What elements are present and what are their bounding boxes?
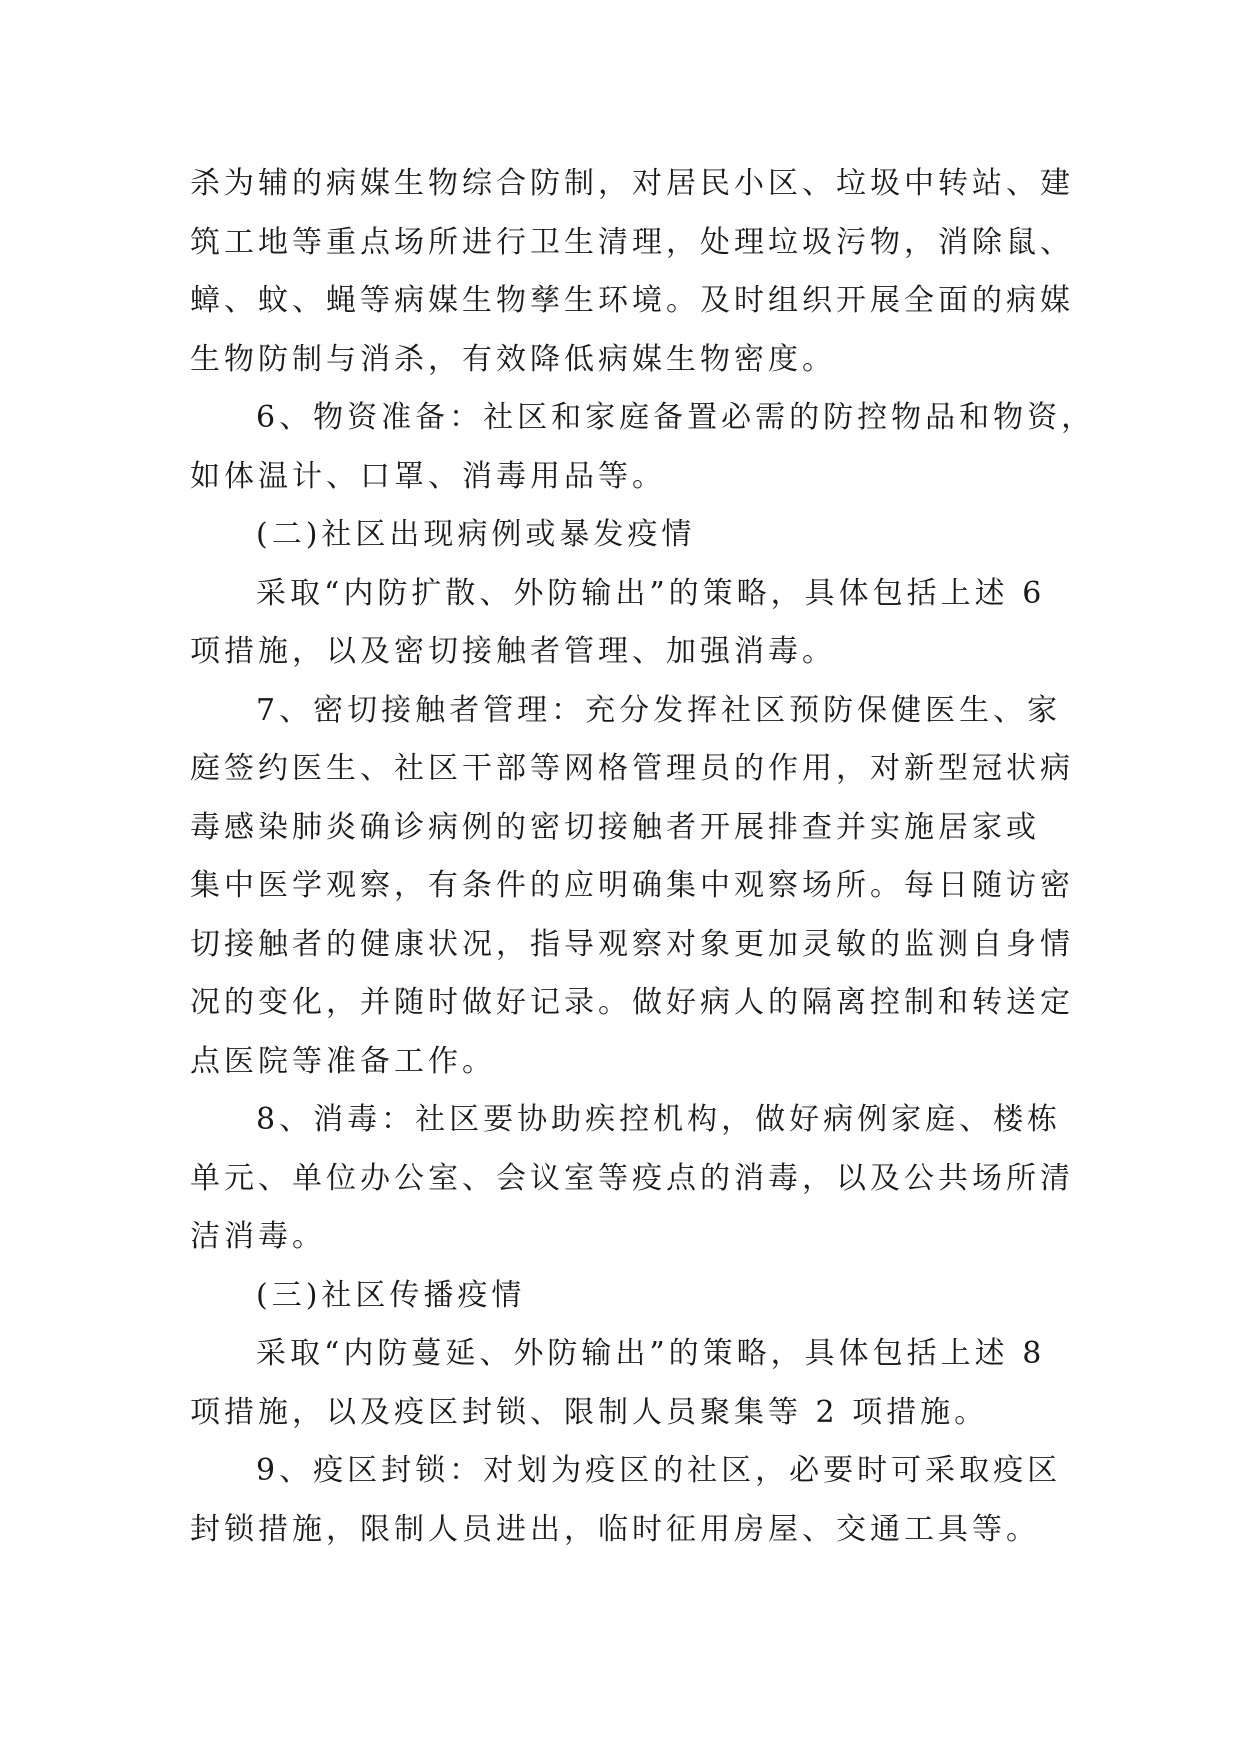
text-line: 切接触者的健康状况，指导观察对象更加灵敏的监测自身情 — [190, 926, 1074, 962]
text-line: 7、密切接触者管理：充分发挥社区预防保健医生、家 — [256, 692, 1062, 728]
text-line: 9、疫区封锁：对划为疫区的社区，必要时可采取疫区 — [256, 1453, 1062, 1488]
text-line: 项措施，以及密切接触者管理、加强消毒。 — [190, 634, 836, 669]
text-line: (二)社区出现病例或暴发疫情 — [256, 517, 696, 552]
text-line: 况的变化，并随时做好记录。做好病人的隔离控制和转送定 — [190, 985, 1074, 1020]
text-line: 集中医学观察，有条件的应明确集中观察场所。每日随访密 — [190, 868, 1074, 903]
text-line: 毒感染肺炎确诊病例的密切接触者开展排查并实施居家或 — [190, 809, 1040, 845]
text-line: (三)社区传播疫情 — [256, 1277, 526, 1313]
document-body — [190, 155, 1096, 1559]
text-line: 蟑、蚊、蝇等病媒生物孳生环境。及时组织开展全面的病媒 — [190, 283, 1074, 318]
text-line: 采取“内防扩散、外防输出”的策略，具体包括上述 6 — [256, 575, 1046, 611]
text-line: 杀为辅的病媒生物综合防制，对居民小区、垃圾中转站、建 — [190, 166, 1074, 201]
text-line: 6、物资准备：社区和家庭备置必需的防控物品和物资， — [256, 400, 1096, 435]
text-line: 筑工地等重点场所进行卫生清理，处理垃圾污物，消除鼠、 — [190, 224, 1074, 260]
text-line: 庭签约医生、社区干部等网格管理员的作用，对新型冠状病 — [190, 751, 1074, 786]
text-line: 点医院等准备工作。 — [190, 1043, 496, 1079]
text-line: 如体温计、口罩、消毒用品等。 — [190, 458, 666, 494]
text-line: 8、消毒：社区要协助疾控机构，做好病例家庭、楼栋 — [256, 1102, 1062, 1137]
text-line: 项措施，以及疫区封锁、限制人员聚集等 2 项措施。 — [190, 1394, 989, 1430]
text-line: 采取“内防蔓延、外防输出”的策略，具体包括上述 8 — [256, 1336, 1046, 1371]
text-line: 洁消毒。 — [190, 1219, 326, 1254]
text-line: 单元、单位办公室、会议室等疫点的消毒，以及公共场所清 — [190, 1160, 1074, 1196]
text-line: 封锁措施，限制人员进出，临时征用房屋、交通工具等。 — [190, 1511, 1040, 1547]
text-line: 生物防制与消杀，有效降低病媒生物密度。 — [190, 341, 836, 377]
